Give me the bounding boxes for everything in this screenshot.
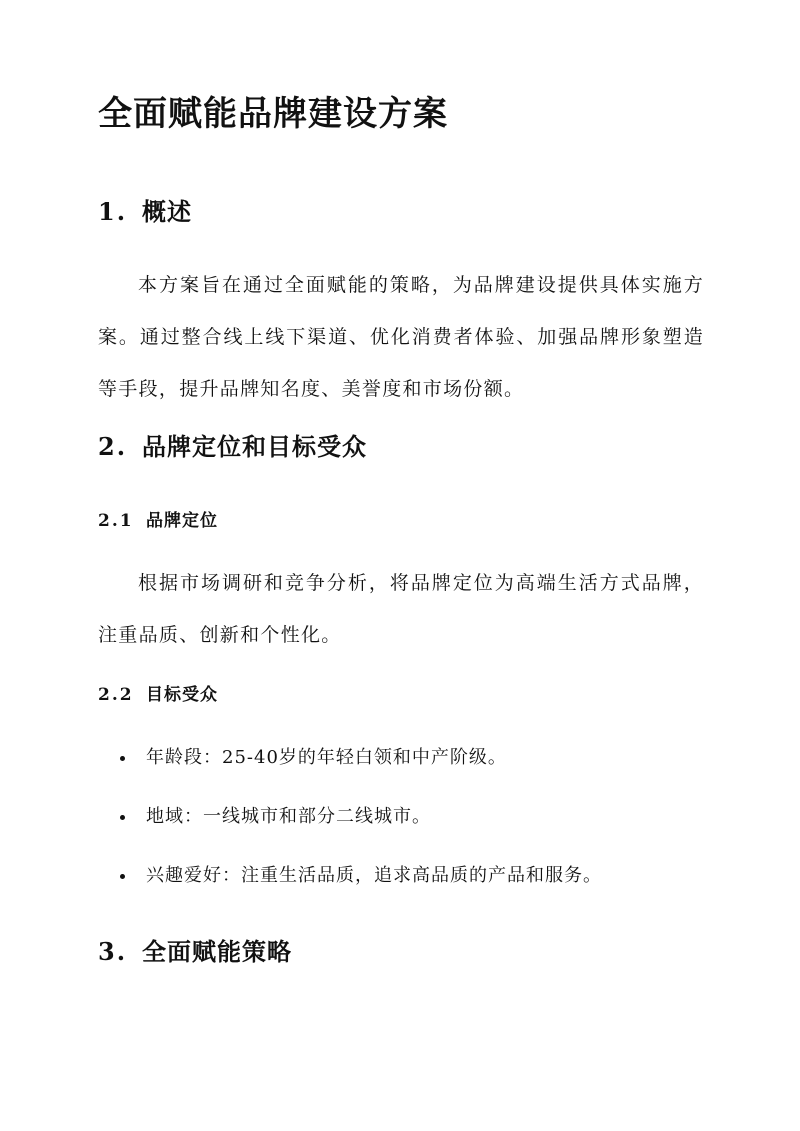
subsection-2-2-heading [98, 683, 218, 707]
subsection-2-1-title: 品牌定位 [146, 511, 218, 531]
section-3-number: 3. [98, 937, 128, 966]
list-item-text: 兴趣爱好：注重生活品质，追求高品质的产品和服务。 [146, 865, 602, 886]
bullet-icon [120, 874, 125, 879]
section-1-title: 概述 [142, 197, 192, 226]
list-item-text: 地域：一线城市和部分二线城市。 [146, 806, 431, 827]
section-1-paragraph: 本方案旨在通过全面赋能的策略，为品牌建设提供具体实施方案。通过整合线上线下渠道、优化消费者体验、加强品牌形象塑造等手段，提升品牌知名度、美誉度和市场份额。 [98, 274, 704, 400]
section-3-heading [98, 936, 292, 968]
section-1-number: 1. [98, 197, 128, 226]
document-title: 全面赋能品牌建设方案 [98, 94, 448, 134]
list-item-text: 年龄段：25-40岁的年轻白领和中产阶级。 [146, 747, 507, 768]
section-2-title: 品牌定位和目标受众 [142, 432, 367, 461]
section-1-heading [98, 196, 192, 228]
subsection-2-1-paragraph: 根据市场调研和竞争分析，将品牌定位为高端生活方式品牌，注重品质、创新和个性化。 [98, 572, 704, 646]
bullet-icon [120, 756, 125, 761]
subsection-2-2-number: 2.2 [98, 685, 134, 705]
bullet-icon [120, 815, 125, 820]
section-2-heading [98, 431, 367, 463]
subsection-2-1-heading [98, 509, 218, 533]
subsection-2-2-title: 目标受众 [146, 685, 218, 705]
section-3-title: 全面赋能策略 [142, 937, 292, 966]
section-2-number: 2. [98, 432, 128, 461]
subsection-2-1-number: 2.1 [98, 511, 134, 531]
